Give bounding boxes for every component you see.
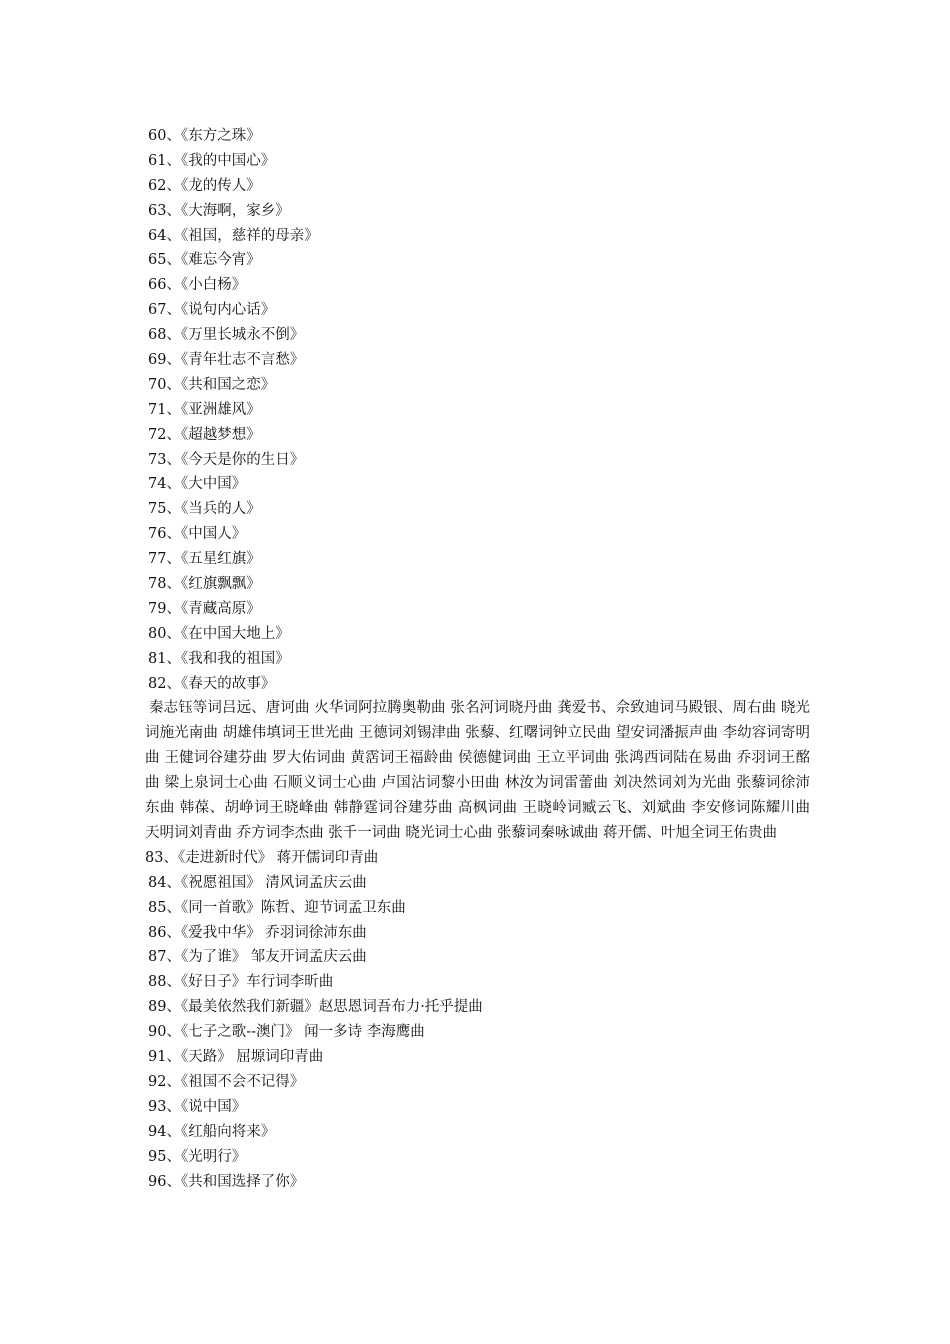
song-item: 79、《青藏高原》 bbox=[148, 600, 261, 617]
song-item: 85、《同一首歌》陈哲、迎节词孟卫东曲 bbox=[148, 899, 406, 916]
song-item: 75、《当兵的人》 bbox=[148, 501, 261, 518]
song-item: 84、《祝愿祖国》 清风词孟庆云曲 bbox=[148, 874, 367, 891]
song-item: 74、《大中国》 bbox=[148, 476, 247, 493]
song-item: 93、《说中国》 bbox=[148, 1098, 247, 1115]
song-item: 63、《大海啊，家乡》 bbox=[148, 202, 290, 219]
song-item: 90、《七子之歌--澳门》 闻一多诗 李海鹰曲 bbox=[148, 1024, 425, 1041]
song-item: 71、《亚洲雄风》 bbox=[148, 401, 261, 418]
song-list bbox=[145, 124, 810, 1194]
song-item: 60、《东方之珠》 bbox=[148, 128, 261, 144]
song-item: 88、《好日子》车行词李昕曲 bbox=[148, 974, 334, 991]
song-item-83: 83、《走进新时代》 蒋开儒词印青曲 bbox=[145, 849, 379, 866]
song-item: 78、《红旗飘飘》 bbox=[148, 576, 261, 593]
song-item: 66、《小白杨》 bbox=[148, 277, 247, 294]
song-item: 94、《红船向将来》 bbox=[148, 1123, 276, 1140]
song-list-part-a bbox=[145, 124, 810, 696]
credits-paragraph: 秦志钰等词吕远、唐诃曲 火华词阿拉腾奥勒曲 张名河词晓丹曲 龚爱书、佘致迪词马殿银、周右曲 晓光词施光南曲 胡雄伟填词王世光曲 王德词刘锡津曲 张藜、红曙词钟立民曲 望安词潘振声曲 李幼容词寄明曲 王健词谷建芬曲 罗大佑词曲 黄霑词王福龄曲 侯德健词曲 王立平词曲 张鸿西词陆在易曲 乔羽词王酩曲 梁上泉词士心曲 石顺义词士心曲 卢国沾词黎小田曲 林汝为词雷蕾曲 刘决然词刘为光曲 张藜词徐沛东曲 韩葆、胡峥词王晓峰曲 韩静霆词谷建芬曲 高枫词曲 王晓岭词臧云飞、刘斌曲 李安修词陈耀川曲 天明词刘青曲 乔方词李杰曲 张千一词曲 晓光词士心曲 张藜词秦咏诚曲 蒋开儒、叶旭全词王佑贵曲 bbox=[145, 700, 810, 842]
song-item: 62、《龙的传人》 bbox=[148, 177, 261, 194]
song-item: 70、《共和国之恋》 bbox=[148, 376, 276, 393]
song-item: 77、《五星红旗》 bbox=[148, 551, 261, 568]
song-item: 65、《难忘今宵》 bbox=[148, 252, 261, 269]
song-item: 61、《我的中国心》 bbox=[148, 152, 276, 169]
song-item: 82、《春天的故事》 bbox=[148, 675, 276, 692]
song-item: 86、《爱我中华》 乔羽词徐沛东曲 bbox=[148, 924, 367, 941]
song-item: 76、《中国人》 bbox=[148, 526, 247, 543]
song-item: 69、《青年壮志不言愁》 bbox=[148, 352, 305, 369]
song-list-part-b bbox=[145, 871, 810, 1195]
song-item: 80、《在中国大地上》 bbox=[148, 625, 290, 642]
song-item: 72、《超越梦想》 bbox=[148, 426, 261, 443]
song-item: 81、《我和我的祖国》 bbox=[148, 650, 290, 667]
song-item: 64、《祖国，慈祥的母亲》 bbox=[148, 227, 319, 244]
song-item: 91、《天路》 屈塬词印青曲 bbox=[148, 1049, 324, 1066]
song-item: 67、《说句内心话》 bbox=[148, 302, 276, 319]
song-item: 89、《最美依然我们新疆》赵思恩词吾布力·托乎提曲 bbox=[148, 999, 483, 1016]
song-item: 95、《光明行》 bbox=[148, 1148, 247, 1165]
song-item: 96、《共和国选择了你》 bbox=[148, 1173, 305, 1190]
song-item: 87、《为了谁》 邹友开词孟庆云曲 bbox=[148, 949, 367, 966]
song-item: 92、《祖国不会不记得》 bbox=[148, 1073, 305, 1090]
song-item: 73、《今天是你的生日》 bbox=[148, 451, 305, 468]
song-item: 68、《万里长城永不倒》 bbox=[148, 327, 305, 344]
